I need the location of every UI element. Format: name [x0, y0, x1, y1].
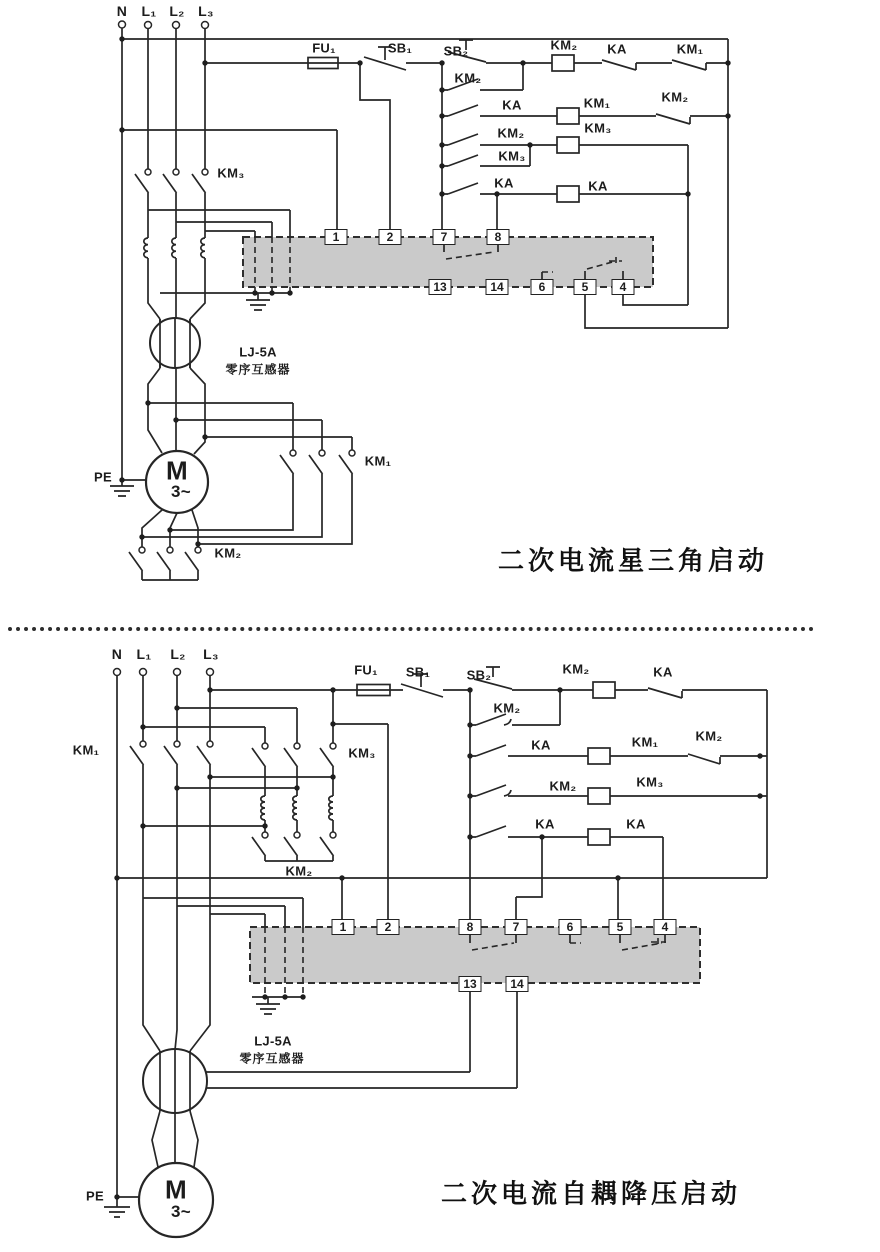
phase-l1-label: L₁	[136, 646, 152, 662]
terminal-7: 7	[505, 919, 528, 935]
terminal-5: 5	[574, 279, 597, 295]
km1-main-contacts	[280, 455, 353, 474]
phase-n-label: N	[111, 646, 123, 662]
fuse-fu1-label: FU₁	[354, 662, 378, 678]
row2-km1-coil-label: KM₁	[583, 95, 611, 111]
terminal-1: 1	[325, 229, 348, 245]
row1-km1-contact-label: KM₁	[676, 41, 704, 57]
diagram-title: 二次电流星三角启动	[497, 545, 769, 576]
ka-coil	[557, 186, 579, 202]
ct-model-label: LJ-5A	[239, 344, 277, 360]
km3-main-label: KM₃	[348, 745, 376, 761]
km2-parallel-label: KM₂	[454, 70, 482, 86]
row3-km2-contact-label: KM₂	[497, 125, 525, 141]
terminal-4: 4	[654, 919, 677, 935]
row2-km2-contact-label: KM₂	[661, 89, 689, 105]
relay-box	[250, 927, 700, 983]
row2-km2-contact-label: KM₂	[695, 728, 723, 744]
km2-coil	[552, 55, 574, 71]
row2-km1-coil-label: KM₁	[631, 734, 659, 750]
km2-auto-contacts	[252, 837, 334, 856]
km2-coil	[593, 682, 615, 698]
phase-l3-label: L₃	[198, 3, 214, 19]
km1-main-label: KM₁	[72, 742, 100, 758]
row4-ka-coil-label: KA	[626, 816, 646, 832]
km2-main-label: KM₂	[214, 545, 242, 561]
ka-coil	[588, 829, 610, 845]
terminal-13: 13	[459, 976, 482, 992]
phase-l2-label: L₂	[170, 646, 186, 662]
row4-ka-contact-label: KA	[494, 175, 514, 191]
phase-l3-label: L₃	[203, 646, 219, 662]
terminal-13: 13	[429, 279, 452, 295]
km3-main-contacts	[135, 174, 206, 193]
row1-km2-coil-label: KM₂	[550, 37, 578, 53]
button-sb1-label: SB₁	[405, 664, 431, 680]
pe-label: PE	[86, 1188, 104, 1204]
phase-l1-label: L₁	[141, 3, 157, 19]
row3-km3-coil-label: KM₃	[636, 774, 664, 790]
terminal-2: 2	[379, 229, 402, 245]
row1-ka-contact-label: KA	[653, 664, 673, 680]
km2-parallel-label: KM₂	[493, 700, 521, 716]
terminal-8: 8	[487, 229, 510, 245]
component-bodies	[308, 55, 579, 202]
terminal-2: 2	[377, 919, 400, 935]
button-sb1-label: SB₁	[387, 40, 413, 56]
row3-km3-contact-label: KM₃	[498, 148, 526, 164]
terminal-1: 1	[332, 919, 355, 935]
row3-km3-coil-label: KM₃	[584, 120, 612, 136]
km3-main-contacts	[252, 748, 334, 767]
terminal-6: 6	[559, 919, 582, 935]
component-bodies	[357, 682, 615, 845]
km1-main-label: KM₁	[364, 453, 392, 469]
row4-ka-coil-label: KA	[588, 178, 608, 194]
row3-km2-contact-label: KM₂	[549, 778, 577, 794]
row1-km2-coil-label: KM₂	[562, 661, 590, 677]
button-sb2-label: SB₂	[443, 43, 469, 59]
motor-letter: M	[166, 455, 188, 486]
motor-phase: 3~	[171, 1202, 191, 1221]
bottom-circuit-diagram	[0, 630, 880, 1252]
km2-main-contacts	[129, 552, 199, 571]
phase-l2-label: L₂	[169, 3, 185, 19]
km3-coil	[588, 788, 610, 804]
terminal-5: 5	[609, 919, 632, 935]
ct-model-label: LJ-5A	[254, 1033, 292, 1049]
row2-ka-contact-label: KA	[531, 737, 551, 753]
phase-n-label: N	[116, 3, 128, 19]
terminal-rings	[114, 669, 337, 839]
km3-coil	[557, 137, 579, 153]
bottom-circuit-svg	[0, 630, 880, 1252]
pe-label: PE	[94, 469, 112, 485]
terminal-14: 14	[506, 976, 529, 992]
terminal-7: 7	[433, 229, 456, 245]
terminal-14: 14	[486, 279, 509, 295]
ct-name-label: 零序互感器	[239, 1051, 305, 1066]
km1-main-contacts	[130, 746, 211, 765]
motor-phase: 3~	[171, 482, 191, 501]
diagram-title: 二次电流自耦降压启动	[440, 1178, 742, 1209]
terminal-6: 6	[531, 279, 554, 295]
button-sb2-label: SB₂	[466, 667, 492, 683]
terminal-8: 8	[459, 919, 482, 935]
junction-dots	[119, 36, 730, 546]
km2-auto-label: KM₂	[285, 863, 313, 879]
ct-name-label: 零序互感器	[225, 362, 291, 377]
km3-main-label: KM₃	[217, 165, 245, 181]
row4-ka-contact-label: KA	[535, 816, 555, 832]
motor-letter: M	[165, 1174, 187, 1205]
row2-ka-contact-label: KA	[502, 97, 522, 113]
km1-coil	[557, 108, 579, 124]
row1-ka-contact-label: KA	[607, 41, 627, 57]
terminal-4: 4	[612, 279, 635, 295]
fuse-fu1-label: FU₁	[312, 40, 336, 56]
km1-coil	[588, 748, 610, 764]
